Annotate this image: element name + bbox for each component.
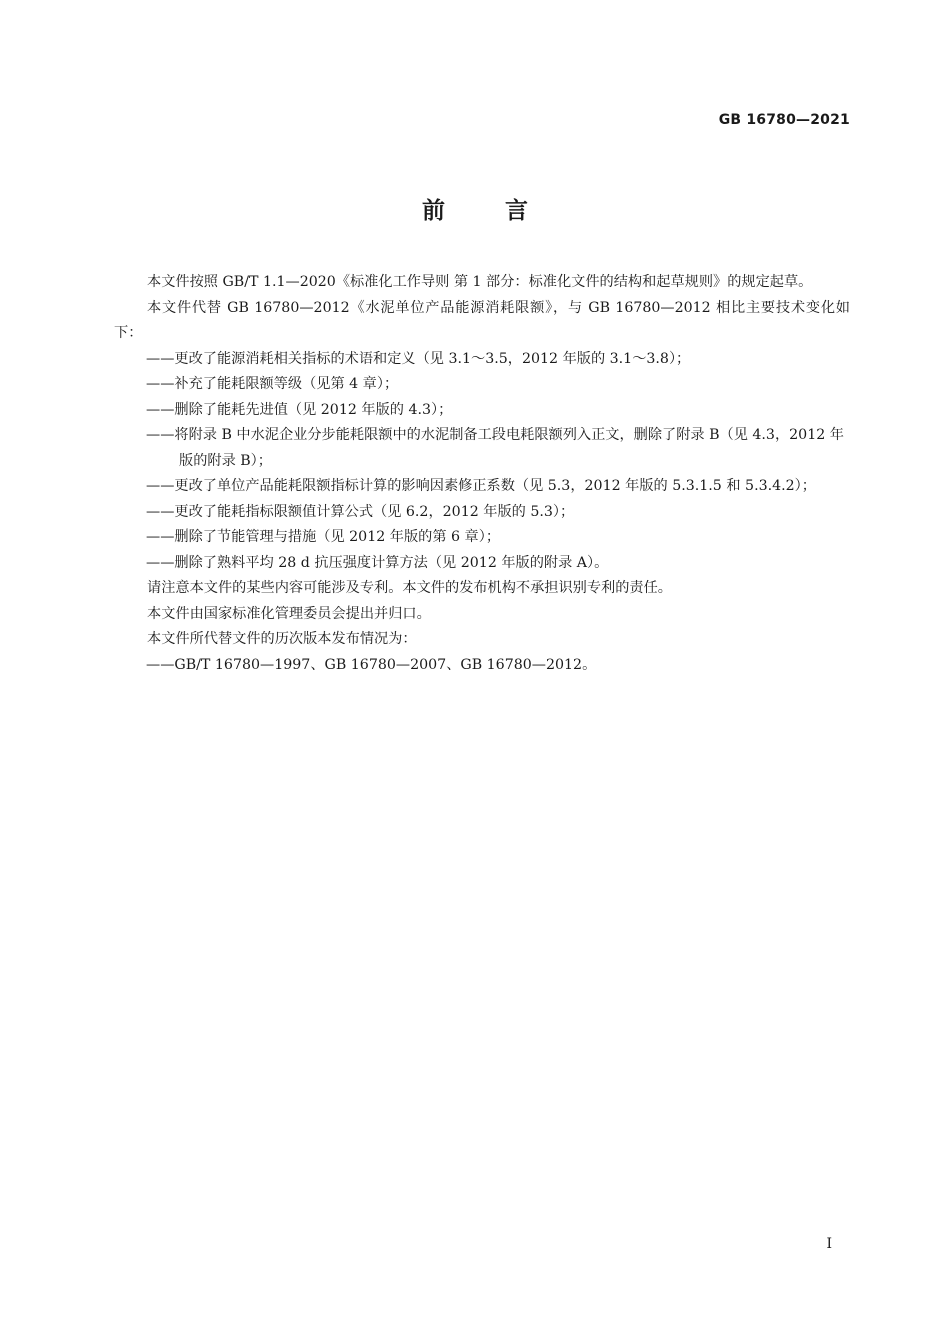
document-body: [114, 270, 850, 678]
page-number: I: [826, 1236, 832, 1252]
proposer-statement: 本文件由国家标准化管理委员会提出并归口。: [147, 605, 431, 622]
change-item: ——将附录 B 中水泥企业分步能耗限额中的水泥制备工段电耗限额列入正文，删除了附录 B（见 4.3，2012 年版的附录 B）；: [146, 427, 844, 469]
change-item: ——删除了能耗先进值（见 2012 年版的 4.3）；: [146, 401, 453, 418]
history-intro: 本文件所代替文件的历次版本发布情况为：: [147, 631, 417, 647]
history-item: ——GB/T 16780—1997、GB 16780—2007、GB 16780—2012。: [146, 656, 597, 673]
replacement-statement: 本文件代替 GB 16780—2012《水泥单位产品能源消耗限额》，与 GB 16780—2012 相比主要技术变化如下：: [114, 299, 850, 341]
change-item: ——更改了能耗指标限额值计算公式（见 6.2，2012 年版的 5.3）；: [146, 503, 575, 520]
change-item: ——删除了熟料平均 28 d 抗压强度计算方法（见 2012 年版的附录 A）。: [146, 554, 609, 571]
change-item: ——更改了能源消耗相关指标的术语和定义（见 3.1～3.5，2012 年版的 3.1～3.8）；: [146, 350, 691, 367]
change-item: ——补充了能耗限额等级（见第 4 章）；: [146, 376, 399, 392]
change-item: ——更改了单位产品能耗限额指标计算的影响因素修正系数（见 5.3，2012 年版的 5.3.1.5 和 5.3.4.2）；: [146, 478, 816, 494]
page-title: 前言: [422, 198, 588, 224]
document-code: GB 16780—2021: [718, 112, 850, 128]
patent-notice: 请注意本文件的某些内容可能涉及专利。本文件的发布机构不承担识别专利的责任。: [147, 580, 672, 596]
change-item: ——删除了节能管理与措施（见 2012 年版的第 6 章）；: [146, 529, 501, 545]
drafting-statement: 本文件按照 GB/T 1.1—2020《标准化工作导则 第 1 部分：标准化文件的结构和起草规则》的规定起草。: [147, 274, 813, 290]
